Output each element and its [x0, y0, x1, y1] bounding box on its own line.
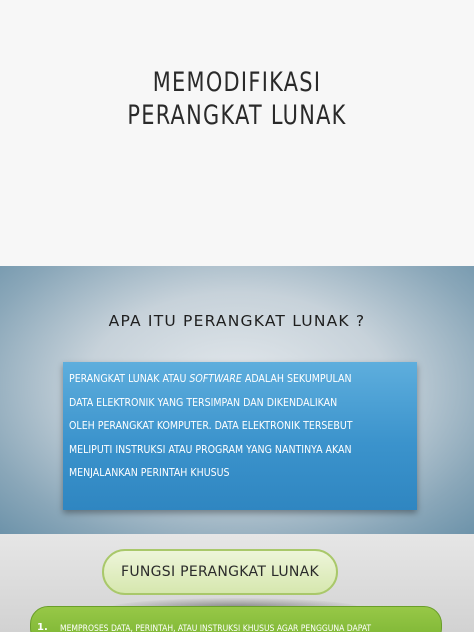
title-line-1: MEMODIFIKASI: [152, 67, 322, 98]
function-item-text: MEMPROSES DATA, PERINTAH, ATAU INSTRUKSI KHUSUS AGAR PENGGUNA DAPAT: [60, 624, 372, 632]
slide-title: [0, 0, 474, 266]
definition-line-5: MENJALANKAN PERINTAH KHUSUS: [69, 467, 230, 479]
title-line-2: PERANGKAT LUNAK: [127, 100, 347, 131]
slide-definition: [0, 266, 474, 534]
presentation-title: [33, 66, 441, 132]
software-term: SOFTWARE: [189, 373, 242, 385]
function-item-number: 1.: [37, 622, 48, 632]
slide-functions: [0, 534, 474, 632]
definition-line-1-end: ADALAH SEKUMPULAN: [241, 373, 352, 385]
definition-box: [63, 362, 417, 510]
definition-heading: APA ITU PERANGKAT LUNAK ?: [108, 312, 366, 330]
definition-line-3: OLEH PERANGKAT KOMPUTER. DATA ELEKTRONIK TERSEBUT: [69, 420, 353, 432]
definition-line-1: [69, 368, 413, 392]
functions-heading: FUNGSI PERANGKAT LUNAK: [102, 549, 338, 595]
definition-line-1-start: PERANGKAT LUNAK ATAU: [69, 373, 190, 385]
definition-line-2: DATA ELEKTRONIK YANG TERSIMPAN DAN DIKENDALIKAN: [69, 396, 338, 409]
definition-line-4: MELIPUTI INSTRUKSI ATAU PROGRAM YANG NANTINYA AKAN: [69, 443, 352, 456]
